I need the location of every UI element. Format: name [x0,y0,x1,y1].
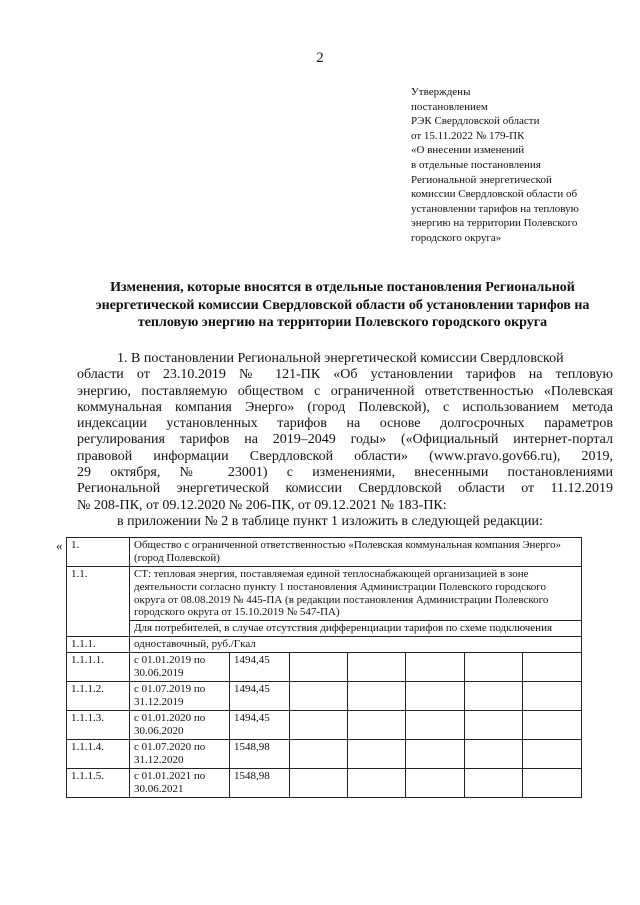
period: с 01.01.2019 по 30.06.2019 [130,652,230,681]
period: с 01.01.2021 по 30.06.2021 [130,768,230,797]
consumer-note: Для потребителей, в случае отсутствия дифференциации тарифов по схеме подключения [130,621,582,637]
body-line: энергию, поставляемую обществом с ограниченной ответственностью «Полевская [77,383,613,399]
page-number: 2 [316,50,324,66]
approval-line: РЭК Свердловской области [411,115,540,128]
row-number: 1.1.1.2. [67,681,130,710]
body-line: Региональной энергетической комиссии Свердловской области от 11.12.2019 [77,481,613,497]
tariff-value: 1494,45 [230,652,290,681]
period: с 01.07.2020 по 31.12.2020 [130,739,230,768]
approval-line: комиссии Свердловской области об [411,188,578,201]
row-number: 1.1.1.3. [67,710,130,739]
approval-line: энергию на территории Полевского [411,217,578,230]
period: с 01.07.2019 по 31.12.2019 [130,681,230,710]
row-number: 1.1.1.1. [67,652,130,681]
body-line: коммунальная компания Энерго» (город Полевской), с использованием метода [77,399,613,415]
body-line: области от 23.10.2019 № 121-ПК «Об установлении тарифов на тепловую [77,367,613,383]
table-row [67,636,582,652]
table-row [67,538,582,567]
approval-line: городского округа» [411,231,502,244]
tariff-type: одноставочный, руб./Гкал [130,636,582,652]
body-line: 29 октября, № 23001) с изменениями, внесенными постановлениями [77,465,613,481]
table-row [67,710,582,739]
approval-line: постановлением [411,100,488,113]
tariff-value: 1494,45 [230,681,290,710]
row-number: 1.1.1.5. [67,768,130,797]
body-line: индексации установленных тарифов на основе долгосрочных параметров [77,416,613,432]
approval-line: в отдельные постановления [411,158,541,171]
approval-line: «О внесении изменений [411,144,525,157]
approval-block [411,85,626,246]
tariff-value: 1548,98 [230,768,290,797]
row-number: 1. [67,538,130,567]
tariff-value: 1494,45 [230,710,290,739]
row-number: 1.1. [67,567,130,637]
period: с 01.01.2020 по 30.06.2020 [130,710,230,739]
body-line: правовой информации Свердловской области» (www.pravo.gov66.ru), 2019, [77,448,613,464]
opening-quote: « [56,538,63,553]
table-row [67,652,582,681]
table-row [67,768,582,797]
organization-name: Общество с ограниченной ответственностью «Полевская коммунальная компания Энерго» (город Полевской) [130,538,582,567]
document-heading: Изменения, которые вносятся в отдельные постановления Региональной энергетической комиссии Свердловской области об установлении тарифов на тепловую энергию на территории Полевского городского округа [95,280,590,330]
table-row [67,567,582,621]
row-number: 1.1.1. [67,636,130,652]
service-description: СТ: тепловая энергия, поставляемая единой теплоснабжающей организацией в зоне деятельности согласно пункту 1 постановления Администрации Полевского городского округа от 08.08.2019 № 445-ПА (в редакции постановления Администрации Полевского городского округа от 15.10.2019 № 547-ПА) [130,567,582,621]
body-line: регулирования тарифов на 2019–2049 годы» («Официальный интернет-портал [77,432,613,448]
table-row [67,681,582,710]
approval-line: Утверждены [411,86,471,98]
approval-line: от 15.11.2022 № 179-ПК [411,129,525,142]
approval-line: Региональной энергетической [411,173,552,186]
approval-line: установлении тарифов на тепловую [411,202,579,215]
tariff-table [66,537,582,798]
table-row [67,739,582,768]
body-paragraph [77,351,613,530]
tariff-value: 1548,98 [230,739,290,768]
table-row [67,621,582,637]
body-line: № 208-ПК, от 09.12.2020 № 206-ПК, от 09.12.2021 № 183-ПК: [77,497,447,513]
amendment-instruction: в приложении № 2 в таблице пункт 1 изложить в следующей редакции: [117,513,543,529]
row-number: 1.1.1.4. [67,739,130,768]
body-line: 1. В постановлении Региональной энергетической комиссии Свердловской [117,351,564,366]
